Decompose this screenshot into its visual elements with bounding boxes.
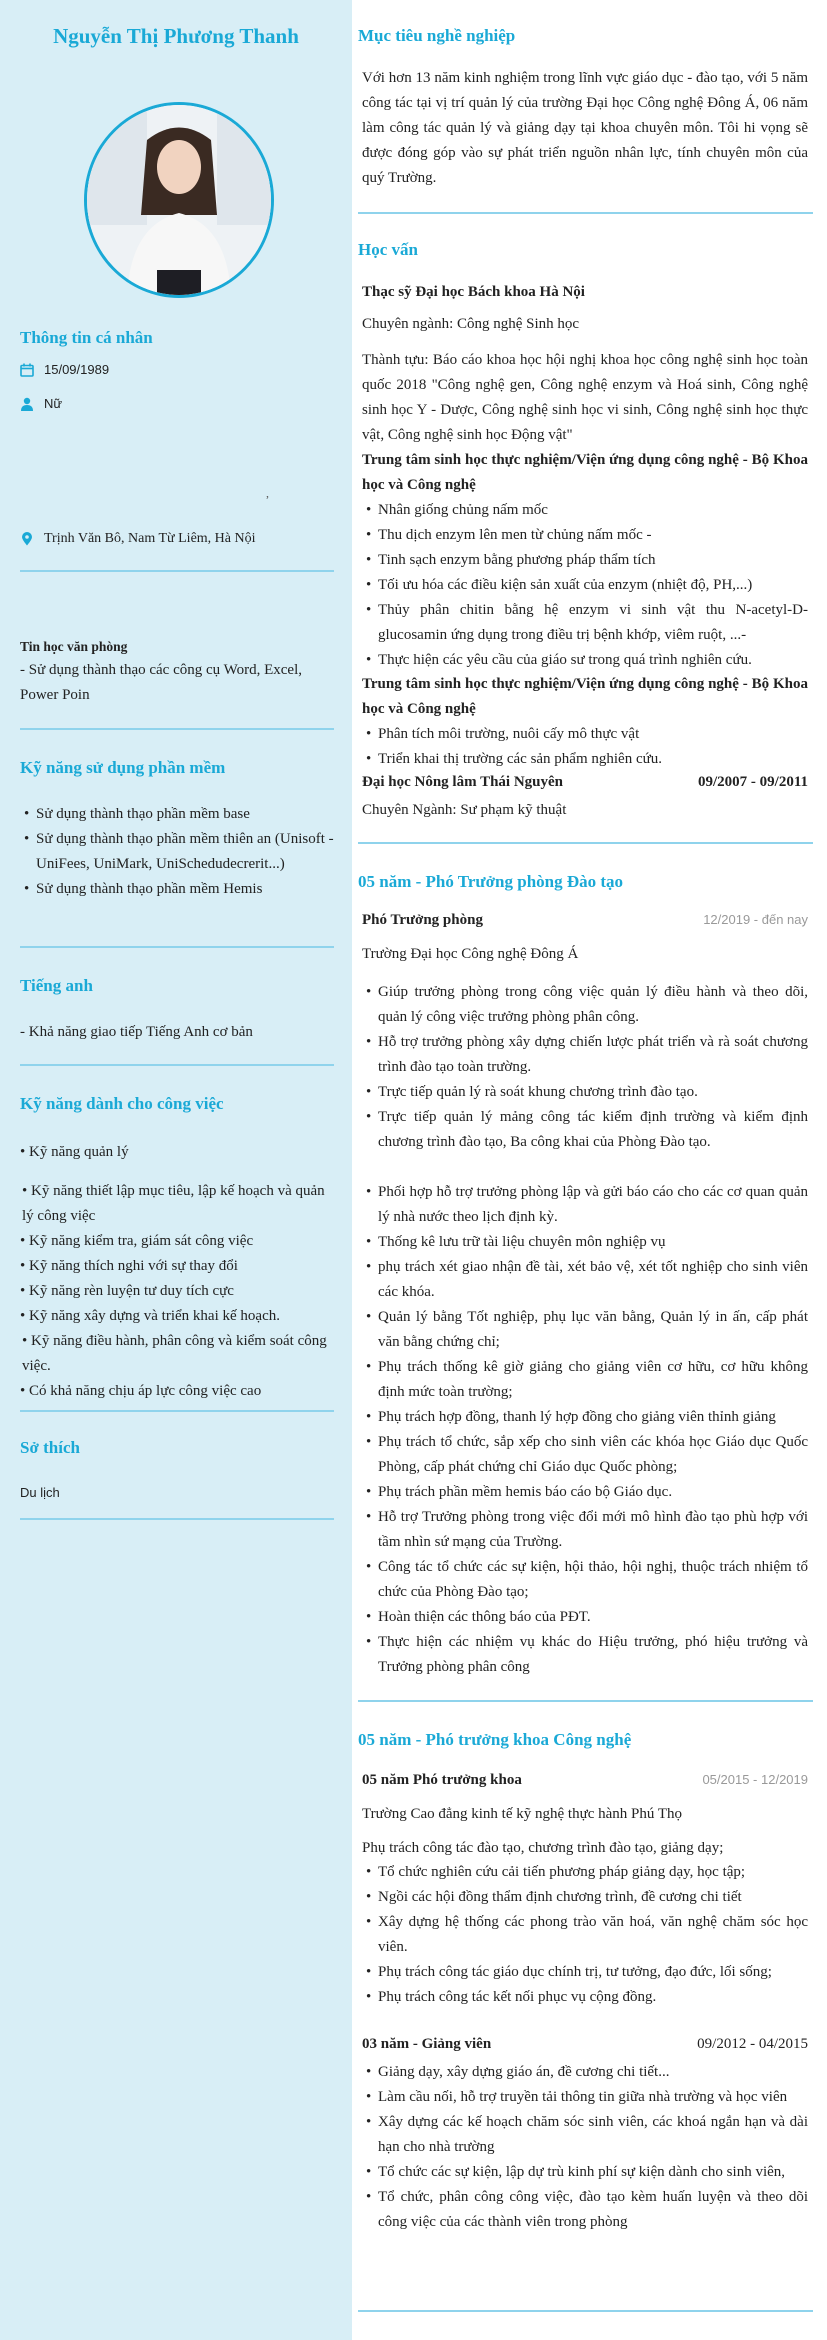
divider (20, 1518, 334, 1520)
gender-row (20, 396, 62, 411)
software-heading: Kỹ năng sử dụng phần mềm (20, 758, 226, 777)
hobby-heading: Sở thích (20, 1438, 80, 1457)
list-item: • Xây dựng các kế hoạch chăm sóc sinh viên, các khoá ngắn hạn và dài hạn cho nhà trường (362, 2110, 808, 2160)
list-item: • Giảng dạy, xây dựng giáo án, đề cương chi tiết... (362, 2060, 808, 2085)
list-item: • Kỹ năng thích nghi với sự thay đổi (20, 1258, 238, 1274)
exp2-date: 05/2015 - 12/2019 (702, 1772, 808, 1787)
english-text: - Khả năng giao tiếp Tiếng Anh cơ bản (20, 1024, 253, 1040)
edu-achievement: Thành tựu: Báo cáo khoa học hội nghị khoa học công nghệ sinh học toàn quốc 2018 "Công nghệ gen, Công nghệ enzym và Hoá sinh, Công nghệ sinh học Y - Dược, Công nghệ sinh học vi sinh, Công nghệ sinh học thực vật, Công nghệ sinh học Động vật" (362, 352, 808, 443)
edu-uni-date: 09/2007 - 09/2011 (697, 774, 808, 790)
list-item: • Kỹ năng quản lý (20, 1144, 129, 1160)
exp2-role: 05 năm Phó trưởng khoa (362, 1772, 522, 1788)
list-item: • Thu dịch enzym lên men từ chủng nấm mốc - (362, 523, 808, 548)
exp1-date: 12/2019 - đến nay (703, 912, 808, 927)
edu-center-2: Trung tâm sinh học thực nghiệm/Viện ứng dụng công nghệ - Bộ Khoa học và Công nghệ (362, 676, 808, 717)
list-item: • Thực hiện các nhiệm vụ khác do Hiệu trưởng, phó hiệu trưởng và Trưởng phòng phân công (362, 1630, 808, 1680)
avatar-photo (84, 102, 274, 298)
list-item: • Sử dụng thành thạo phần mềm Hemis (20, 877, 340, 902)
list-item: • Hỗ trợ trưởng phòng xây dựng chiến lược phát triển và rà soát chương trình đào tạo toàn trường. (362, 1030, 808, 1080)
list-item: • Kỹ năng rèn luyện tư duy tích cực (20, 1283, 234, 1299)
education-heading: Học vấn (358, 240, 418, 259)
divider (358, 2310, 813, 2312)
office-text: - Sử dụng thành thạo các công cụ Word, Excel, Power Poin (20, 662, 302, 703)
skills-heading: Kỹ năng dành cho công việc (20, 1094, 224, 1113)
edu-center-2-list (362, 722, 808, 772)
list-item: • phụ trách xét giao nhận đề tài, xét bảo vệ, xét tốt nghiệp cho sinh viên các khóa. (362, 1255, 808, 1305)
software-list (20, 802, 340, 902)
list-item: • Giúp trưởng phòng trong công việc quản lý điều hành và theo dõi, quản lý công việc trưởng phòng phân công. (362, 980, 808, 1030)
list-item: • Tổ chức các sự kiện, lập dự trù kinh phí sự kiện dành cho sinh viên, (362, 2160, 808, 2185)
list-item: • Phụ trách công tác kết nối phục vụ cộng đồng. (362, 1985, 808, 2010)
list-item: • Thủy phân chitin bằng hệ enzym vi sinh vật thu N-acetyl-D-glucosamin ứng dụng trong điều trị bệnh khớp, viêm ruột, ...- (362, 598, 808, 648)
exp2-role2-row (362, 2036, 808, 2053)
exp1-org: Trường Đại học Công nghệ Đông Á (362, 946, 579, 962)
person-icon (20, 397, 34, 411)
office-heading: Tin học văn phòng (20, 639, 128, 654)
divider (20, 728, 334, 730)
stray-mark: , (266, 486, 269, 500)
exp2-list (362, 1860, 808, 2010)
edu-center-1: Trung tâm sinh học thực nghiệm/Viện ứng dụng công nghệ - Bộ Khoa học và Công nghệ (362, 452, 808, 493)
exp2-role2: 03 năm - Giảng viên (362, 2036, 492, 2052)
exp1-heading: 05 năm - Phó Trưởng phòng Đào tạo (358, 872, 624, 891)
list-item: • Phụ trách công tác giáo dục chính trị, tư tưởng, đạo đức, lối sống; (362, 1960, 808, 1985)
divider (20, 1064, 334, 1066)
list-item: • Tổ chức, phân công công việc, đào tạo kèm huấn luyện và theo dõi công việc của các thành viên trong phòng (362, 2185, 808, 2235)
edu-center-1-list (362, 498, 808, 673)
dob-row (20, 362, 109, 377)
personal-info-heading: Thông tin cá nhân (20, 328, 153, 347)
list-item: • Phối hợp hỗ trợ trưởng phòng lập và gửi báo cáo cho các cơ quan quản lý nhà nước theo lịch định kỳ. (362, 1180, 808, 1230)
list-item: • Công tác tổ chức các sự kiện, hội thảo, hội nghị, thuộc trách nhiệm tổ chức của Phòng Đào tạo; (362, 1555, 808, 1605)
edu-degree: Thạc sỹ Đại học Bách khoa Hà Nội (362, 284, 585, 300)
objective-heading: Mục tiêu nghề nghiệp (358, 26, 516, 45)
divider (358, 842, 813, 844)
list-item: • Hoàn thiện các thông báo của PĐT. (362, 1605, 808, 1630)
divider (358, 212, 813, 214)
divider (20, 1410, 334, 1412)
list-item: • Hỗ trợ Trưởng phòng trong việc đổi mới mô hình đào tạo phù hợp với tầm nhìn sứ mạng của Trường. (362, 1505, 808, 1555)
dob-value: 15/09/1989 (44, 362, 110, 377)
list-item: • Tổ chức nghiên cứu cải tiến phương pháp giảng dạy, học tập; (362, 1860, 808, 1885)
edu-uni-major: Chuyên Ngành: Sư phạm kỹ thuật (362, 802, 567, 818)
divider (20, 570, 334, 572)
exp2-list2 (362, 2060, 808, 2235)
list-item: • Tinh sạch enzym bằng phương pháp thẩm tích (362, 548, 808, 573)
divider (20, 946, 334, 948)
list-item: • Thực hiện các yêu cầu của giáo sư trong quá trình nghiên cứu. (362, 648, 808, 673)
exp2-date2: 09/2012 - 04/2015 (697, 2036, 808, 2052)
list-item: • Sử dụng thành thạo phần mềm thiên an (Unisoft - UniFees, UniMark, UniSchedudecrerit...) (20, 827, 340, 877)
edu-uni-row (362, 774, 808, 791)
list-item: • Quản lý bằng Tốt nghiệp, phụ lục văn bằng, Quản lý in ấn, cấp phát văn bằng chứng chỉ; (362, 1305, 808, 1355)
list-item: • Thống kê lưu trữ tài liệu chuyên môn nghiệp vụ (362, 1230, 808, 1255)
list-item: • Triển khai thị trường các sản phẩm nghiên cứu. (362, 747, 808, 772)
list-item: • Kỹ năng thiết lập mục tiêu, lập kế hoạch và quản lý công việc (22, 1183, 325, 1224)
list-item: • Sử dụng thành thạo phần mềm base (20, 802, 340, 827)
address-row (20, 526, 256, 551)
exp1-list-b (362, 1180, 808, 1680)
list-item: • Làm cầu nối, hỗ trợ truyền tải thông tin giữa nhà trường và học viên (362, 2085, 808, 2110)
list-item: • Có khả năng chịu áp lực công việc cao (20, 1383, 262, 1399)
list-item: • Xây dựng hệ thống các phong trào văn hoá, văn nghệ chăm sóc học viên. (362, 1910, 808, 1960)
english-heading: Tiếng anh (20, 976, 93, 995)
exp1-list-a (362, 980, 808, 1155)
exp2-org: Trường Cao đẳng kinh tế kỹ nghệ thực hành Phú Thọ (362, 1806, 683, 1822)
gender-value: Nữ (44, 396, 63, 411)
list-item: • Phụ trách phần mềm hemis báo cáo bộ Giáo dục. (362, 1480, 808, 1505)
candidate-name: Nguyễn Thị Phương Thanh (53, 24, 299, 48)
list-item: • Trực tiếp quản lý mảng công tác kiểm định trường và kiểm định chương trình đào tạo, Ba công khai của Phòng Đào tạo. (362, 1105, 808, 1155)
exp1-role-row (362, 912, 808, 929)
exp1-role: Phó Trưởng phòng (362, 912, 483, 928)
location-pin-icon (20, 532, 34, 546)
list-item: • Kỹ năng xây dựng và triển khai kế hoạch. (20, 1308, 280, 1324)
edu-major: Chuyên ngành: Công nghệ Sinh học (362, 316, 580, 332)
edu-uni: Đại học Nông lâm Thái Nguyên (362, 774, 564, 790)
exp2-heading: 05 năm - Phó trưởng khoa Công nghệ (358, 1730, 632, 1749)
list-item: • Kỹ năng điều hành, phân công và kiểm soát công việc. (22, 1333, 327, 1374)
skills-list (20, 1140, 340, 1404)
calendar-icon (20, 363, 34, 377)
list-item: • Phân tích môi trường, nuôi cấy mô thực vật (362, 722, 808, 747)
objective-text: Với hơn 13 năm kinh nghiệm trong lĩnh vực giáo dục - đào tạo, với 5 năm công tác tại vị trí quản lý của trường Đại học Công nghệ Đông Á, 06 năm làm công tác quản lý và giảng dạy tại khoa chuyên môn. Tôi hi vọng sẽ được đóng góp vào sự phát triển nguồn nhân lực, tính chuyên môn của quý Trường. (362, 70, 808, 186)
divider (358, 1700, 813, 1702)
exp2-role-row (362, 1772, 808, 1789)
list-item: • Phụ trách hợp đồng, thanh lý hợp đồng cho giảng viên thỉnh giảng (362, 1405, 808, 1430)
list-item: • Nhân giống chủng nấm mốc (362, 498, 808, 523)
list-item: • Ngồi các hội đồng thẩm định chương trình, đề cương chi tiết (362, 1885, 808, 1910)
hobby-text: Du lịch (20, 1485, 60, 1500)
list-item: • Tối ưu hóa các điều kiện sản xuất của enzym (nhiệt độ, PH,...) (362, 573, 808, 598)
list-item: • Phụ trách thống kê giờ giảng cho giảng viên cơ hữu, cơ hữu không định mức toàn trường; (362, 1355, 808, 1405)
list-item: • Kỹ năng kiểm tra, giám sát công việc (20, 1233, 254, 1249)
list-item: • Phụ trách tổ chức, sắp xếp cho sinh viên các khóa học Giáo dục Quốc Phòng, cấp phát chứng chỉ Giáo dục Quốc phòng; (362, 1430, 808, 1480)
list-item: • Trực tiếp quản lý rà soát khung chương trình đào tạo. (362, 1080, 808, 1105)
exp2-duty: Phụ trách công tác đào tạo, chương trình đào tạo, giảng dạy; (362, 1840, 724, 1856)
address-value: Trịnh Văn Bô, Nam Từ Liêm, Hà Nội (44, 531, 256, 546)
